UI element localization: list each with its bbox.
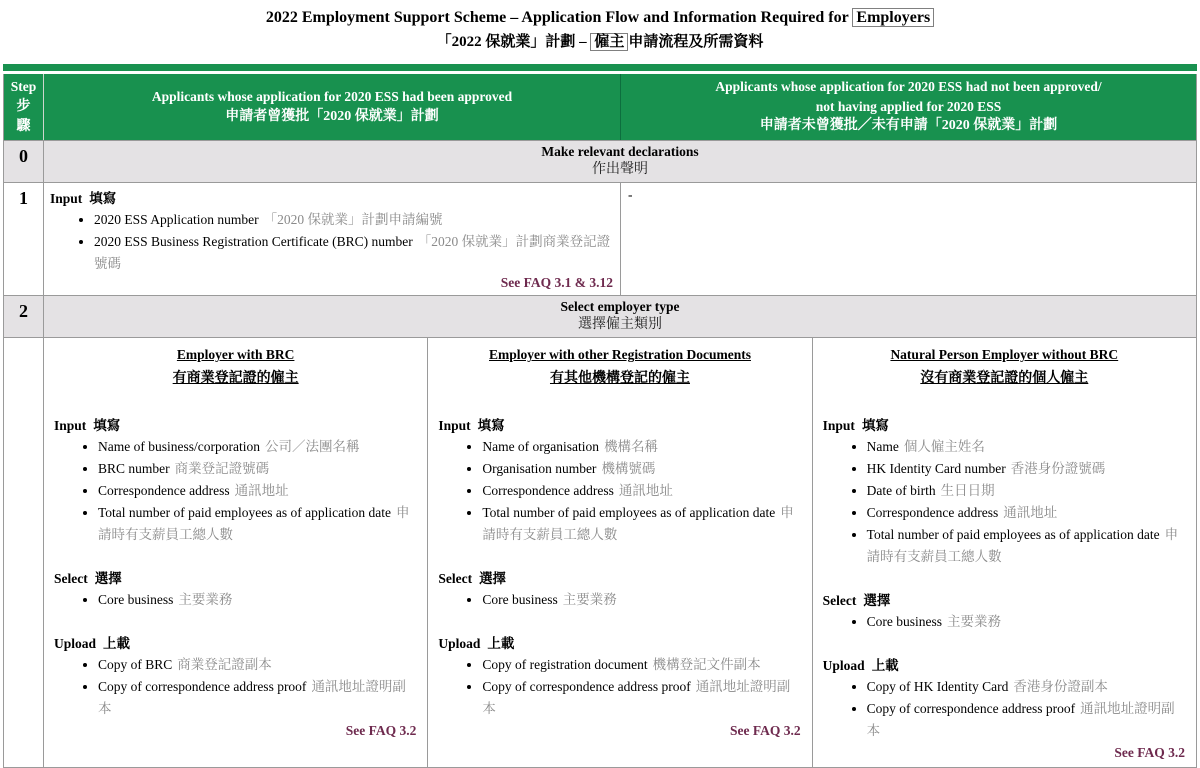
employer-types-step-cell (4, 338, 44, 767)
bullet-en: Total number of paid employees as of application date (866, 527, 1160, 543)
row-step-0 (4, 141, 1196, 183)
step-2-number: 2 (19, 301, 28, 322)
bullet-item (98, 480, 417, 502)
input-label-en: Input (54, 418, 87, 434)
upload-label-zh: 上載 (487, 636, 515, 652)
employer-type-col-natural-person (813, 338, 1196, 767)
select-list (823, 611, 1186, 633)
header-step-zh: 步驟 (16, 98, 31, 134)
step-1-approved-cell (44, 183, 621, 295)
step-0-content (44, 141, 1196, 182)
select-list (54, 589, 417, 611)
upload-label-zh: 上載 (871, 658, 899, 674)
select-list (438, 589, 801, 611)
bullet-zh: 「2020 保就業」計劃申請編號 (263, 212, 443, 228)
input-list (438, 436, 801, 546)
title-boxed-employers: Employers (852, 8, 934, 27)
employer-type-col-brc (44, 338, 428, 767)
bullet-item (867, 480, 1186, 502)
bullet-item (867, 676, 1186, 698)
bullet-item (867, 436, 1186, 458)
section-upload (54, 632, 417, 720)
bullet-zh: 通訊地址證明副本 (482, 679, 791, 717)
bullet-item (98, 654, 417, 676)
bullet-zh: 商業登記證副本 (177, 657, 272, 673)
bullet-zh: 生日日期 (940, 483, 995, 499)
employer-type-col-other-registration (428, 338, 812, 767)
title-line1-text: 2022 Employment Support Scheme – Application Flow and Information Required for (265, 9, 853, 26)
bullet-en: Name of business/corporation (98, 439, 260, 455)
section-input (438, 414, 801, 546)
step-1-input-list (50, 209, 615, 275)
bullet-zh: 通訊地址 (618, 483, 673, 499)
upload-list (823, 676, 1186, 742)
bullet-zh: 「2020 保就業」計劃商業登記證號碼 (94, 234, 611, 272)
bullet-item (482, 676, 801, 720)
bullet-en: Correspondence address (866, 505, 999, 521)
upload-label-en: Upload (438, 636, 481, 652)
section-input (54, 414, 417, 546)
select-label-zh: 選擇 (94, 571, 122, 587)
input-label-zh: 填寫 (89, 191, 117, 207)
bullet-item (482, 502, 801, 546)
bullet-zh: 主要業務 (178, 592, 233, 608)
section-label-input (823, 414, 1186, 434)
step-0-en: Make relevant declarations (541, 144, 699, 160)
bullet-en: Copy of BRC (98, 657, 173, 673)
bullet-zh: 香港身份證號碼 (1010, 461, 1106, 477)
bullet-zh: 申請時有支薪員工總人數 (866, 527, 1179, 565)
step-1-number-cell (4, 183, 44, 295)
bullet-en: Date of birth (866, 483, 936, 499)
upload-list (54, 654, 417, 720)
title-line2-part2: 申請流程及所需資料 (628, 33, 764, 50)
employer-other-heading (438, 344, 801, 389)
bullet-item (94, 231, 615, 275)
document-title (0, 0, 1200, 52)
section-input (823, 414, 1186, 568)
step-2-en: Select employer type (560, 299, 680, 315)
section-upload (438, 632, 801, 720)
step-2-zh: 選擇僱主類別 (578, 317, 662, 333)
select-label-zh: 選擇 (863, 593, 891, 609)
bullet-en: Correspondence address (482, 483, 614, 499)
bullet-item (98, 676, 417, 720)
input-label-zh: 填寫 (93, 418, 121, 434)
bullet-zh: 通訊地址證明副本 (866, 701, 1175, 739)
bullet-zh: 商業登記證號碼 (174, 461, 270, 477)
bullet-en: Organisation number (482, 461, 597, 477)
input-label-en: Input (438, 418, 471, 434)
input-label-zh: 填寫 (861, 418, 889, 434)
section-label-upload (823, 654, 1186, 674)
header-not-approved-en1: Applicants whose application for 2020 ESS had not been approved/ (715, 79, 1102, 95)
header-approved-en: Applicants whose application for 2020 ESS had been approved (151, 89, 513, 105)
bullet-en: Copy of correspondence address proof (98, 679, 307, 695)
section-select (438, 567, 801, 611)
table-header-row (4, 74, 1196, 141)
select-label-en: Select (54, 571, 88, 587)
upload-label-en: Upload (822, 658, 865, 674)
table-top-green-bar (3, 64, 1197, 71)
section-select (54, 567, 417, 611)
bullet-item (482, 654, 801, 676)
header-step-en: Step (10, 79, 37, 94)
bullet-en: Name (866, 439, 899, 455)
bullet-en: 2020 ESS Application number (94, 212, 259, 228)
section-label-input (54, 414, 417, 434)
bullet-item (482, 458, 801, 480)
row-step-1 (4, 183, 1196, 296)
bullet-item (867, 458, 1186, 480)
employer-natural-heading-en: Natural Person Employer without BRC (890, 347, 1119, 363)
header-approved-zh: 申請者曾獲批「2020 保就業」計劃 (225, 108, 439, 124)
bullet-zh: 機構名稱 (604, 439, 659, 455)
bullet-item (98, 436, 417, 458)
header-not-approved-zh: 申請者未曾獲批／未有申請「2020 保就業」計劃 (759, 118, 1058, 134)
bullet-zh: 通訊地址 (1003, 505, 1058, 521)
header-step (4, 74, 44, 140)
bullet-zh: 主要業務 (947, 614, 1002, 630)
bullet-en: Core business (98, 592, 174, 608)
bullet-zh: 申請時有支薪員工總人數 (98, 505, 410, 543)
section-label-input (438, 414, 801, 434)
header-not-approved-applicants (621, 74, 1196, 140)
step-1-number: 1 (19, 188, 28, 209)
bullet-en: Copy of correspondence address proof (482, 679, 691, 695)
bullet-zh: 機構登記文件副本 (652, 657, 761, 673)
title-line-2 (0, 32, 1200, 52)
bullet-item (482, 480, 801, 502)
bullet-en: Name of organisation (482, 439, 600, 455)
bullet-zh: 申請時有支薪員工總人數 (482, 505, 794, 543)
header-approved-applicants (44, 74, 621, 140)
employer-brc-heading-zh: 有商業登記證的僱主 (172, 370, 299, 386)
row-step-2 (4, 296, 1196, 338)
employer-brc-heading-en: Employer with BRC (176, 347, 295, 363)
bullet-item (98, 458, 417, 480)
application-flow-table (3, 64, 1197, 768)
row-employer-types (4, 338, 1196, 767)
bullet-item (482, 589, 801, 611)
bullet-en: HK Identity Card number (866, 461, 1006, 477)
input-list (823, 436, 1186, 568)
section-upload (823, 654, 1186, 742)
section-label-select (438, 567, 801, 587)
bullet-zh: 香港身份證副本 (1013, 679, 1108, 695)
table-grid (3, 74, 1197, 768)
bullet-item (867, 698, 1186, 742)
section-label-upload (54, 632, 417, 652)
bullet-en: 2020 ESS Business Registration Certificate (BRC) number (94, 234, 413, 250)
upload-label-en: Upload (54, 636, 97, 652)
section-label-select (823, 589, 1186, 609)
bullet-en: Correspondence address (98, 483, 230, 499)
select-label-zh: 選擇 (479, 571, 507, 587)
faq-reference: See FAQ 3.2 (1114, 745, 1185, 761)
title-boxed-employer-zh: 僱主 (590, 33, 628, 51)
bullet-zh: 公司／法團名稱 (264, 439, 360, 455)
bullet-zh: 個人僱主姓名 (903, 439, 985, 455)
input-label-zh: 填寫 (477, 418, 505, 434)
bullet-item (867, 611, 1186, 633)
step-0-number-cell (4, 141, 44, 182)
section-select (823, 589, 1186, 633)
bullet-item (98, 589, 417, 611)
header-not-approved-en2: not having applied for 2020 ESS (815, 98, 1002, 114)
section-label-upload (438, 632, 801, 652)
bullet-item (867, 524, 1186, 568)
section-label-select (54, 567, 417, 587)
title-line-1 (0, 7, 1200, 29)
bullet-zh: 機構號碼 (601, 461, 656, 477)
bullet-item (482, 436, 801, 458)
bullet-en: Copy of registration document (482, 657, 648, 673)
bullet-en: Copy of correspondence address proof (866, 701, 1076, 717)
bullet-item (98, 502, 417, 546)
bullet-en: Total number of paid employees as of application date (482, 505, 776, 521)
section-label-input (50, 187, 615, 207)
bullet-en: Core business (482, 592, 558, 608)
bullet-zh: 通訊地址證明副本 (98, 679, 406, 717)
bullet-en: Copy of HK Identity Card (866, 679, 1009, 695)
input-label-en: Input (822, 418, 855, 434)
employer-natural-heading-zh: 沒有商業登記證的個人僱主 (920, 370, 1089, 386)
employer-other-heading-zh: 有其他機構登記的僱主 (549, 370, 690, 386)
input-label-en: Input (50, 191, 83, 207)
title-line2-part1: 「2022 保就業」計劃 – (436, 33, 591, 50)
step-1-not-approved-cell: - (628, 187, 633, 203)
faq-reference: See FAQ 3.2 (730, 723, 801, 739)
bullet-en: Core business (866, 614, 943, 630)
bullet-en: BRC number (98, 461, 170, 477)
upload-label-zh: 上載 (103, 636, 131, 652)
step-0-zh: 作出聲明 (592, 162, 648, 178)
step-2-number-cell (4, 296, 44, 337)
faq-reference: See FAQ 3.1 & 3.12 (500, 275, 613, 291)
employer-other-heading-en: Employer with other Registration Documents (489, 347, 751, 363)
step-0-number: 0 (19, 146, 28, 167)
faq-reference: See FAQ 3.2 (345, 723, 417, 739)
bullet-zh: 主要業務 (562, 592, 617, 608)
step-2-content (44, 296, 1196, 337)
select-label-en: Select (822, 593, 857, 609)
employer-brc-heading (54, 344, 417, 389)
bullet-item (94, 209, 615, 231)
bullet-zh: 通訊地址 (234, 483, 289, 499)
bullet-en: Total number of paid employees as of application date (98, 505, 391, 521)
employer-natural-heading (823, 344, 1186, 389)
bullet-item (867, 502, 1186, 524)
input-list (54, 436, 417, 546)
select-label-en: Select (438, 571, 473, 587)
upload-list (438, 654, 801, 720)
